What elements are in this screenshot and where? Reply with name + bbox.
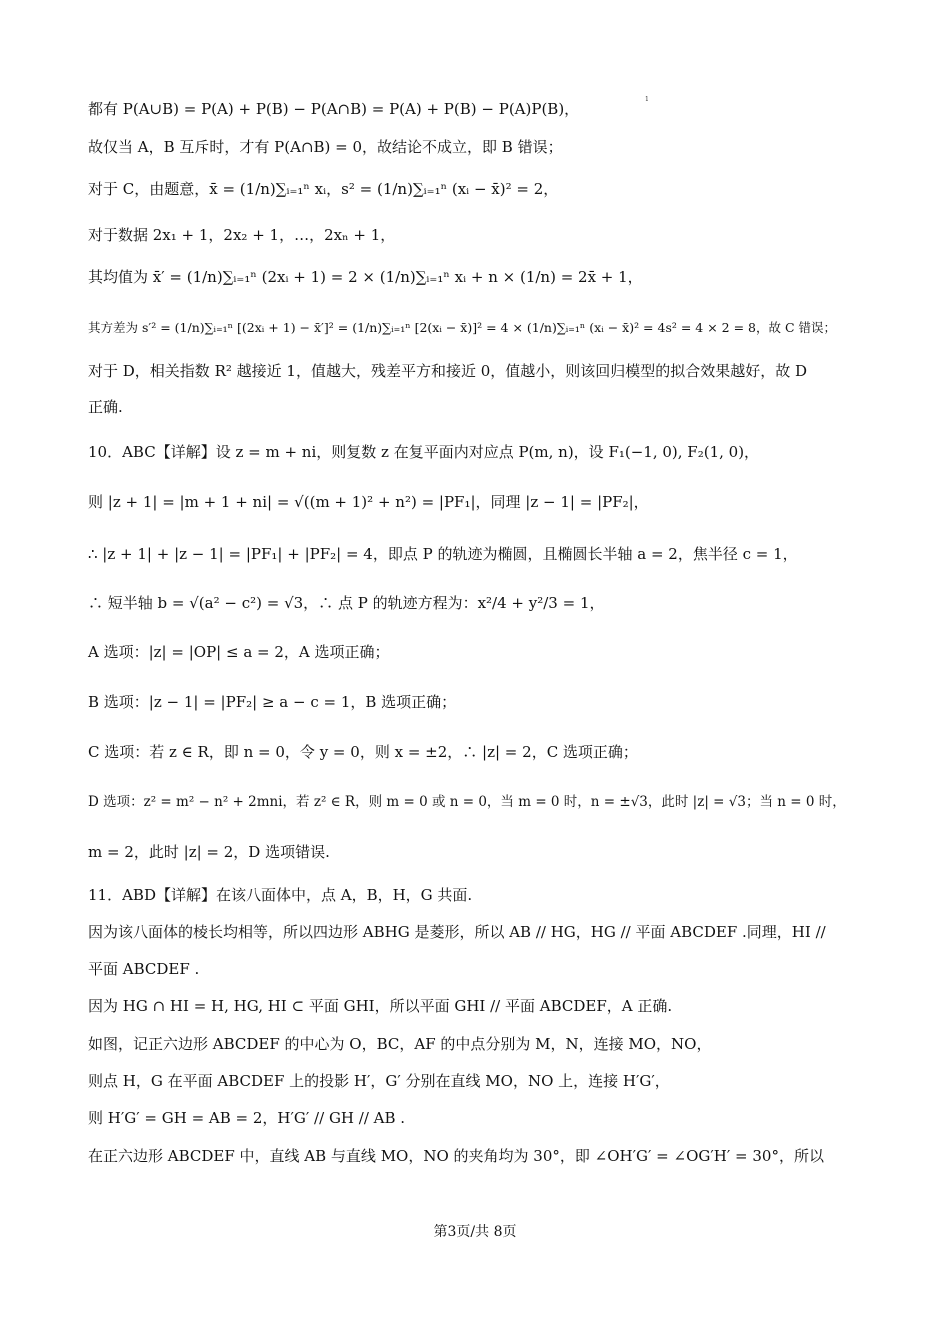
text-line: 对于 C，由题意，x̄ = (1/n)∑ᵢ₌₁ⁿ xᵢ，s² = (1/n)∑ᵢ₌₁ⁿ (xᵢ − x̄)² = 2， — [88, 180, 559, 198]
corner-mark: 1 — [645, 96, 649, 103]
text-line: B 选项：|z − 1| = |PF₂| ≥ a − c = 1，B 选项正确； — [88, 693, 457, 711]
text-line: A 选项：|z| = |OP| ≤ a = 2，A 选项正确； — [88, 643, 390, 661]
text-line: C 选项：若 z ∈ R，即 n = 0，令 y = 0，则 x = ±2，∴ |z| = 2，C 选项正确； — [88, 743, 638, 761]
text-line: 则 H′G′ = GH = AB = 2，H′G′ // GH // AB . — [88, 1109, 406, 1127]
text-line: ∴ 短半轴 b = √(a² − c²) = √3，∴ 点 P 的轨迹方程为：x²/4 + y²/3 = 1， — [88, 594, 605, 612]
text-line: 如图，记正六边形 ABCDEF 的中心为 O，BC，AF 的中点分别为 M，N，连接 MO，NO， — [88, 1035, 712, 1053]
text-line: 对于数据 2x₁ + 1，2x₂ + 1，…，2xₙ + 1， — [88, 226, 396, 244]
text-line: 对于 D，相关指数 R² 越接近 1，值越大，残差平方和接近 0，值越小，则该回归模型的拟合效果越好，故 D — [88, 362, 808, 380]
text-line: 则 |z + 1| = |m + 1 + ni| = √((m + 1)² + n²) = |PF₁|，同理 |z − 1| = |PF₂|， — [88, 493, 649, 511]
text-line: 则点 H，G 在平面 ABCDEF 上的投影 H′，G′ 分别在直线 MO，NO 上，连接 H′G′， — [88, 1072, 670, 1090]
text-line: ∴ |z + 1| + |z − 1| = |PF₁| + |PF₂| = 4，即点 P 的轨迹为椭圆，且椭圆长半轴 a = 2，焦半径 c = 1， — [88, 545, 798, 563]
text-line: 11．ABD【详解】在该八面体中，点 A，B，H，G 共面. — [88, 886, 473, 904]
text-line: 其方差为 s′² = (1/n)∑ᵢ₌₁ⁿ [(2xᵢ + 1) − x̄′]² = (1/n)∑ᵢ₌₁ⁿ [2(xᵢ − x̄)]² = 4 × (1/n)∑ᵢ₌₁ⁿ (xᵢ − x̄)² = 4s² = 4 × 2 = 8，故 C 错误； — [88, 320, 837, 335]
text-line: 在正六边形 ABCDEF 中，直线 AB 与直线 MO，NO 的夹角均为 30°，即 ∠OH′G′ = ∠OG′H′ = 30°，所以 — [88, 1147, 824, 1165]
text-line: 平面 ABCDEF . — [88, 960, 200, 978]
text-line: 10．ABC【详解】设 z = m + ni，则复数 z 在复平面内对应点 P(m, n)，设 F₁(−1, 0), F₂(1, 0)， — [88, 443, 760, 461]
text-line: 其均值为 x̄′ = (1/n)∑ᵢ₌₁ⁿ (2xᵢ + 1) = 2 × (1/n)∑ᵢ₌₁ⁿ xᵢ + n × (1/n) = 2x̄ + 1， — [88, 268, 643, 286]
text-line: m = 2，此时 |z| = 2，D 选项错误. — [88, 843, 330, 861]
text-line: D 选项：z² = m² − n² + 2mni，若 z² ∈ R，则 m = 0 或 n = 0，当 m = 0 时，n = ±√3，此时 |z| = √3；当 n = 0 时， — [88, 794, 846, 810]
text-line: 故仅当 A，B 互斥时，才有 P(A∩B) = 0，故结论不成立，即 B 错误； — [88, 138, 563, 156]
text-line: 因为 HG ∩ HI = H, HG, HI ⊂ 平面 GHI，所以平面 GHI // 平面 ABCDEF，A 正确. — [88, 997, 673, 1015]
page-footer: 第3页/共 8页 — [433, 1224, 517, 1240]
text-line: 正确. — [88, 398, 123, 416]
text-line: 都有 P(A∪B) = P(A) + P(B) − P(A∩B) = P(A) + P(B) − P(A)P(B)， — [88, 100, 580, 118]
text-line: 因为该八面体的棱长均相等，所以四边形 ABHG 是菱形，所以 AB // HG，HG // 平面 ABCDEF .同理，HI // — [88, 923, 826, 941]
